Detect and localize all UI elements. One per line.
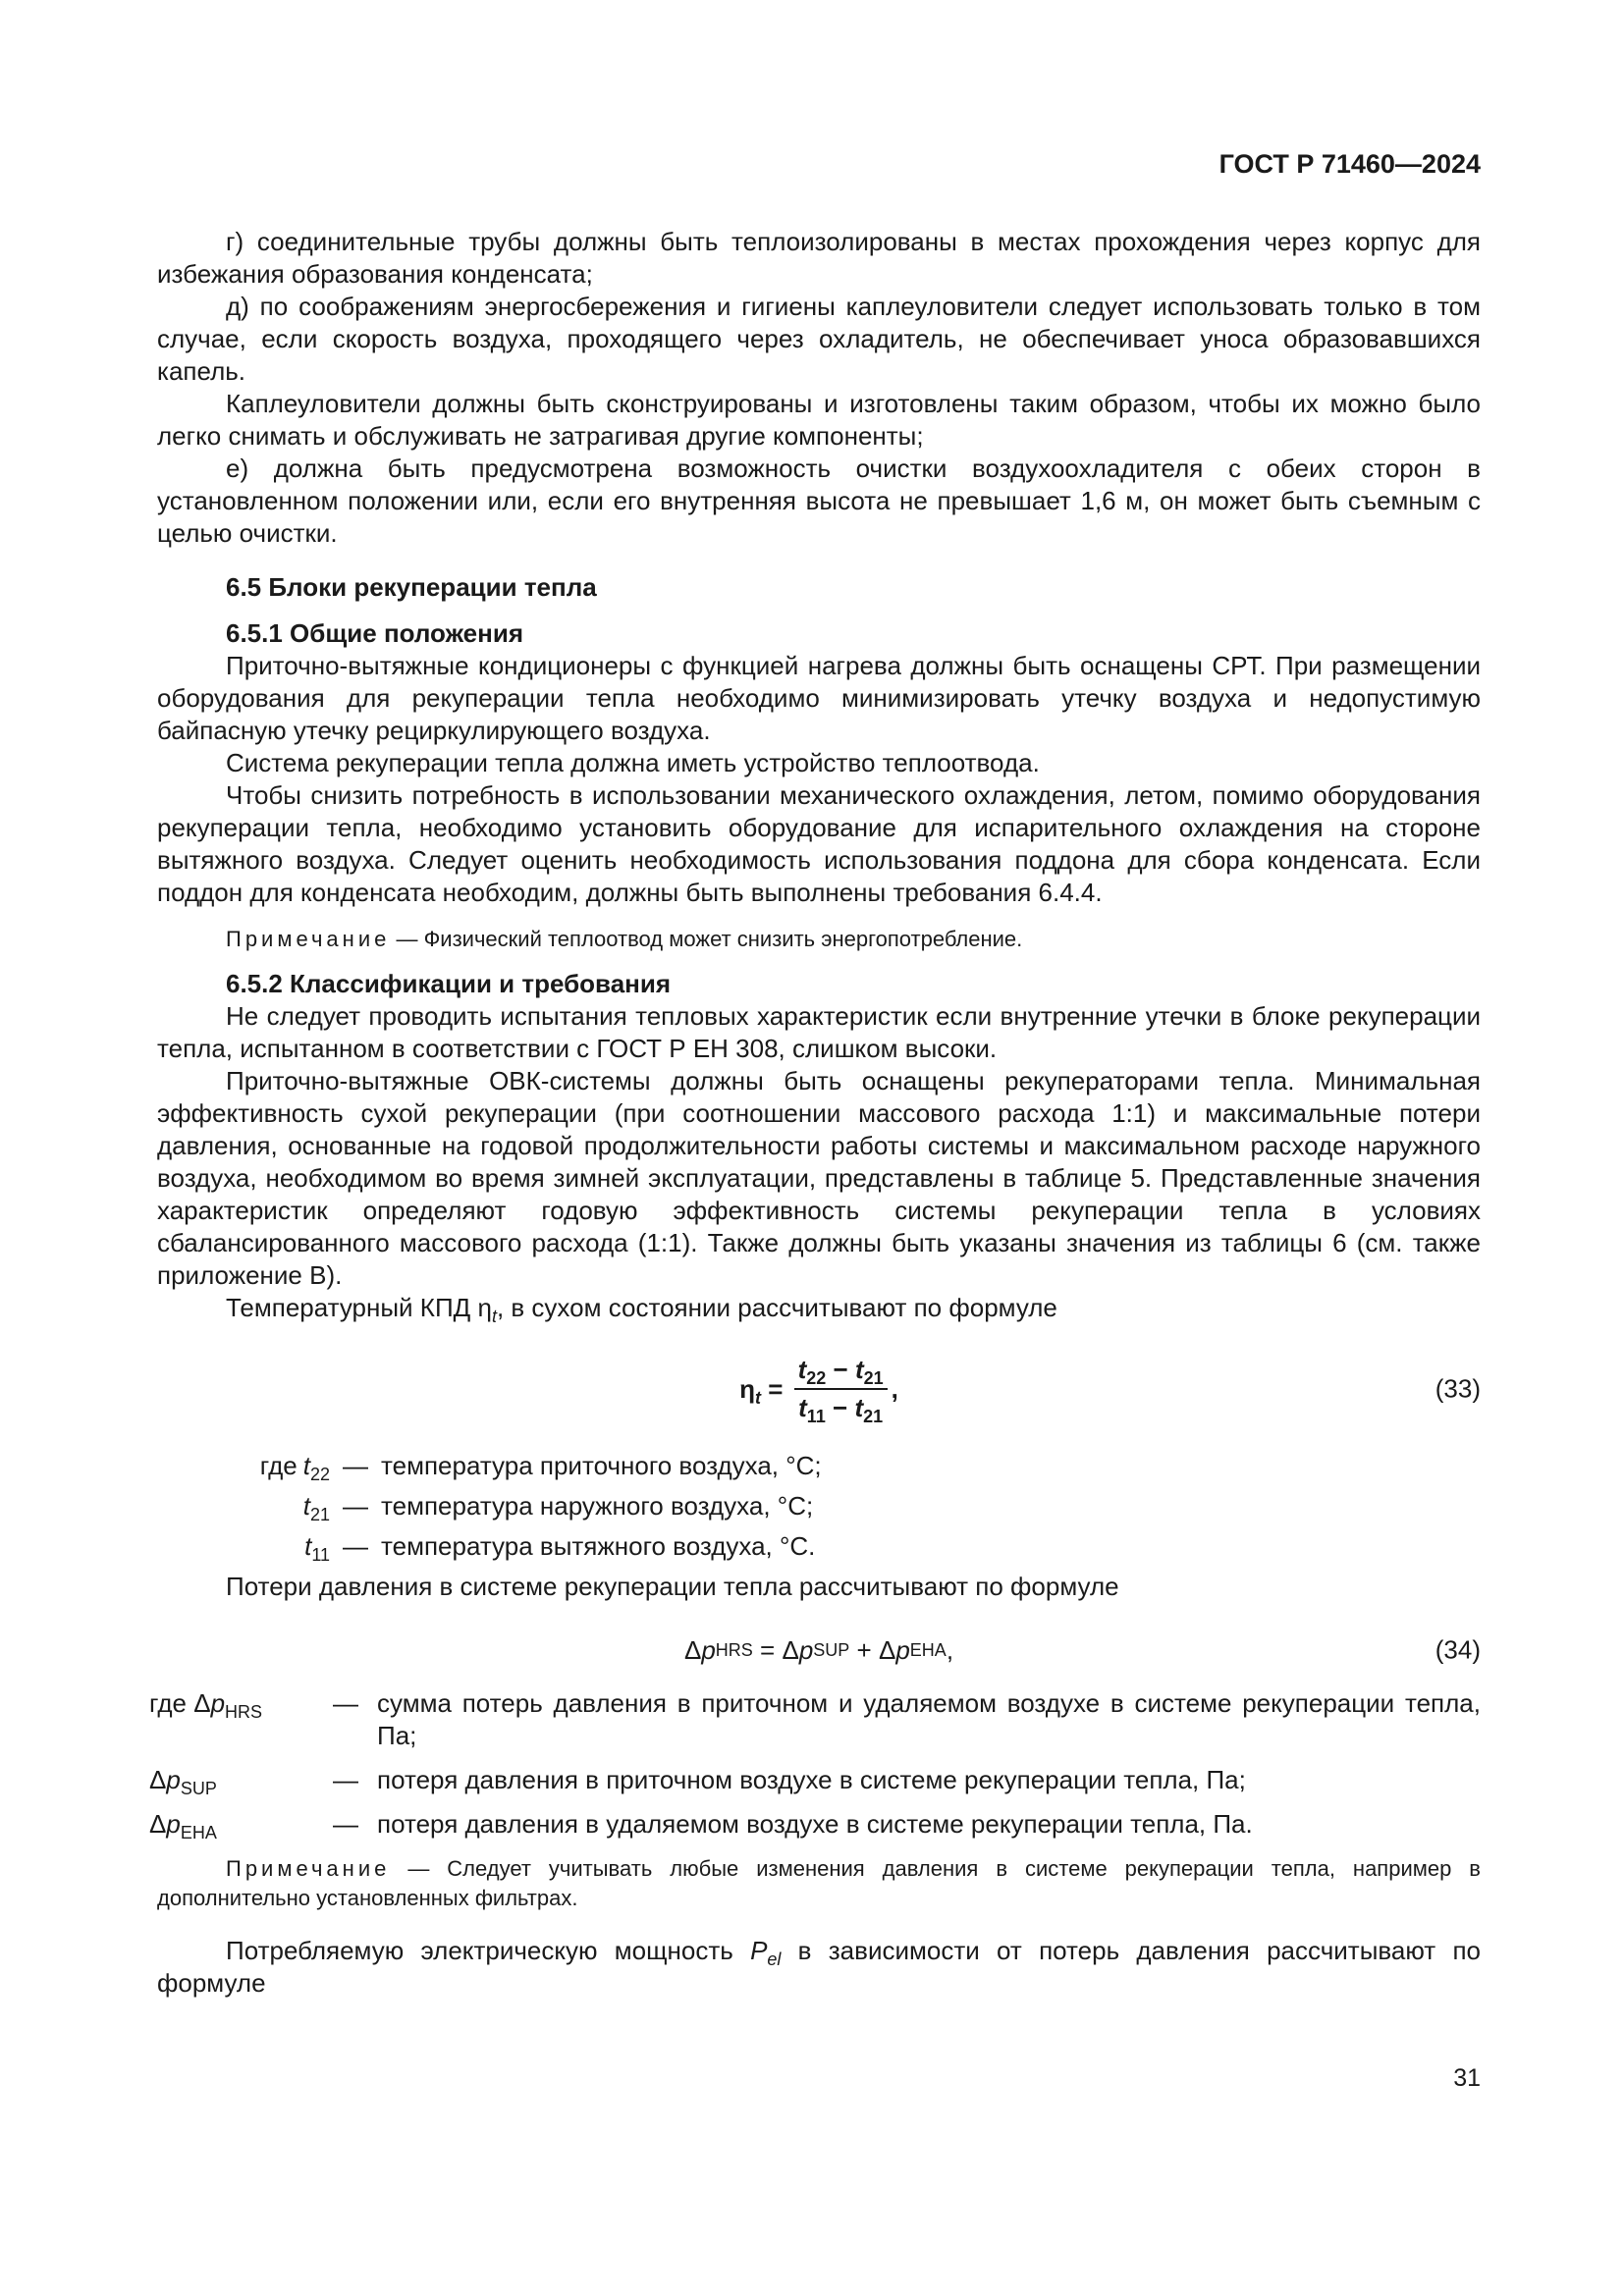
formula-33-numerator: $t_{22} - t_{21}$ xyxy=(794,1354,888,1390)
paragraph-g: г) соединительные трубы должны быть теплоизолированы в местах прохождения через корпус для избежания образования конденсата; xyxy=(157,227,1481,289)
paragraph-6-5-2-a: Не следует проводить испытания тепловых характеристик если внутренние утечки в блоке рекуперации тепла, испытанном в соответствии с ГОСТ Р ЕН 308, слишком высоки. xyxy=(157,1001,1481,1063)
document-id-header: ГОСТ Р 71460—2024 xyxy=(1218,149,1481,179)
where-definition-t11: температура вытяжного воздуха, °С. xyxy=(381,1531,816,1561)
where-symbol-dp-sup: $\Delta p_{SUP}$ xyxy=(149,1765,217,1798)
subsection-heading-6-5-2: 6.5.2 Классификации и требования xyxy=(226,969,672,998)
where-list-pressures: где $\Delta p_{HRS}$ — сумма потерь давления в приточном и удаляемом воздухе в системе рекуперации тепла, Па; $\Delta p_{SUP}$ — потеря давления в приточном воздухе в системе рекуперации тепла, Па; $\Delta p_{EHA}$ — потеря давления в удаляемом воздухе в системе рекуперации тепла, Па. xyxy=(149,1688,1481,1842)
formula-33-expression: η $_t$ = $\frac{t_{22} - t_{21}}{t_{11} - t_{21}}$ , xyxy=(739,1355,898,1426)
equation-number-34: (34) xyxy=(1435,1634,1481,1665)
where-definition-dp-sup: потеря давления в приточном воздухе в системе рекуперации тепла, Па; xyxy=(377,1765,1246,1794)
note-2-text: — Следует учитывать любые изменения давления в системе рекуперации тепла, например в дополнительно установленных фильтрах. xyxy=(157,1856,1481,1910)
paragraph-electric-power-intro: Потребляемую электрическую мощность $P_{el}$ в зависимости от потерь давления рассчитывают по формуле xyxy=(157,1936,1481,1998)
paragraph-6-5-1-b: Система рекуперации тепла должна иметь устройство теплоотвода. xyxy=(226,748,1040,777)
where-symbol-dp-hrs: где $\Delta p_{HRS}$ xyxy=(149,1688,263,1722)
paragraph-6-5-1-a: Приточно-вытяжные кондиционеры с функцией нагрева должны быть оснащены СРТ. При размещении оборудования для рекуперации тепла необходимо минимизировать утечку воздуха и недопустимую байпасную утечку рециркулирующего воздуха. xyxy=(157,651,1481,745)
paragraph-pressure-loss-intro: Потери давления в системе рекуперации тепла рассчитывают по формуле xyxy=(226,1572,1119,1601)
note-1 xyxy=(157,925,1481,954)
where-definition-dp-hrs: сумма потерь давления в приточном и удаляемом воздухе в системе рекуперации тепла, Па; xyxy=(377,1688,1481,1750)
where-definition-t21: температура наружного воздуха, °С; xyxy=(381,1491,814,1521)
where-definition-t22: температура приточного воздуха, °С; xyxy=(381,1451,822,1480)
page-content xyxy=(149,226,1481,2000)
where-list-temperatures: где $t_{22}$ — температура приточного воздуха, °С; $t_{21}$ — температура наружного воздуха, °С; $t_{11}$ — температура вытяжного воздуха, °С. xyxy=(157,1450,1481,1563)
note-2 xyxy=(157,1854,1481,1913)
page-number: 31 xyxy=(1453,2064,1481,2092)
section-heading-6-5: 6.5 Блоки рекуперации тепла xyxy=(226,572,597,602)
where-symbol-dp-eha: $\Delta p_{EHA}$ xyxy=(149,1809,217,1842)
where-symbol-t22: где $t_{22}$ xyxy=(259,1451,330,1484)
paragraph-6-5-2-b: Приточно-вытяжные ОВК-системы должны быть оснащены рекуператорами тепла. Минимальная эффективность сухой рекуперации (при соотношении массового расхода 1:1) и максимальные потери давления, основанные на годовой продолжительности работы системы и максимальном расходе наружного воздуха, необходимом во время зимней эксплуатации, представлены в таблице 5. Представленные значения характеристик определяют годовую эффективность системы рекуперации тепла в условиях сбалансированного массового расхода (1:1). Также должны быть указаны значения из таблицы 6 (см. также приложение В). xyxy=(157,1066,1481,1290)
equation-number-33: (33) xyxy=(1435,1373,1481,1404)
paragraph-droplet-separators: Каплеуловители должны быть сконструированы и изготовлены таким образом, чтобы их можно было легко снимать и обслуживать не затрагивая другие компоненты; xyxy=(157,389,1481,451)
paragraph-6-5-1-c: Чтобы снизить потребность в использовании механического охлаждения, летом, помимо оборудования рекуперации тепла, необходимо установить оборудование для испарительного охлаждения на стороне вытяжного воздуха. Следует оценить необходимость использования поддона для сбора конденсата. Если поддон для конденсата необходим, должны быть выполнены требования 6.4.4. xyxy=(157,780,1481,907)
paragraph-d: д) по соображениям энергосбережения и гигиены каплеуловители следует использовать только в том случае, если скорость воздуха, проходящего через охладитель, не обеспечивает уноса образовавшихся капель. xyxy=(157,292,1481,386)
where-definition-dp-eha: потеря давления в удаляемом воздухе в системе рекуперации тепла, Па. xyxy=(377,1809,1253,1839)
paragraph-e: е) должна быть предусмотрена возможность очистки воздухоохладителя с обеих сторон в установленном положении или, если его внутренняя высота не превышает 1,6 м, он может быть съемным с целью очистки. xyxy=(157,454,1481,548)
note-1-label: Примечание xyxy=(226,927,391,951)
note-1-text: — Физический теплоотвод может снизить энергопотребление. xyxy=(390,927,1023,951)
formula-33-fraction xyxy=(794,1354,888,1424)
note-2-label: Примечание xyxy=(226,1856,391,1881)
paragraph-efficiency-intro: Температурный КПД $\eta_t$, в сухом состоянии рассчитывают по формуле xyxy=(226,1293,1057,1326)
where-symbol-t21: $t_{21}$ xyxy=(302,1491,330,1524)
formula-34-expression: Δ p HRS = Δ p SUP + Δ p EHA , xyxy=(683,1634,954,1665)
formula-33-denominator: $t_{11} - t_{21}$ xyxy=(798,1393,884,1426)
formula-33 xyxy=(157,1344,1481,1434)
formula-34 xyxy=(157,1625,1481,1676)
where-symbol-t11: $t_{11}$ xyxy=(304,1531,330,1565)
subsection-heading-6-5-1: 6.5.1 Общие положения xyxy=(226,618,523,648)
